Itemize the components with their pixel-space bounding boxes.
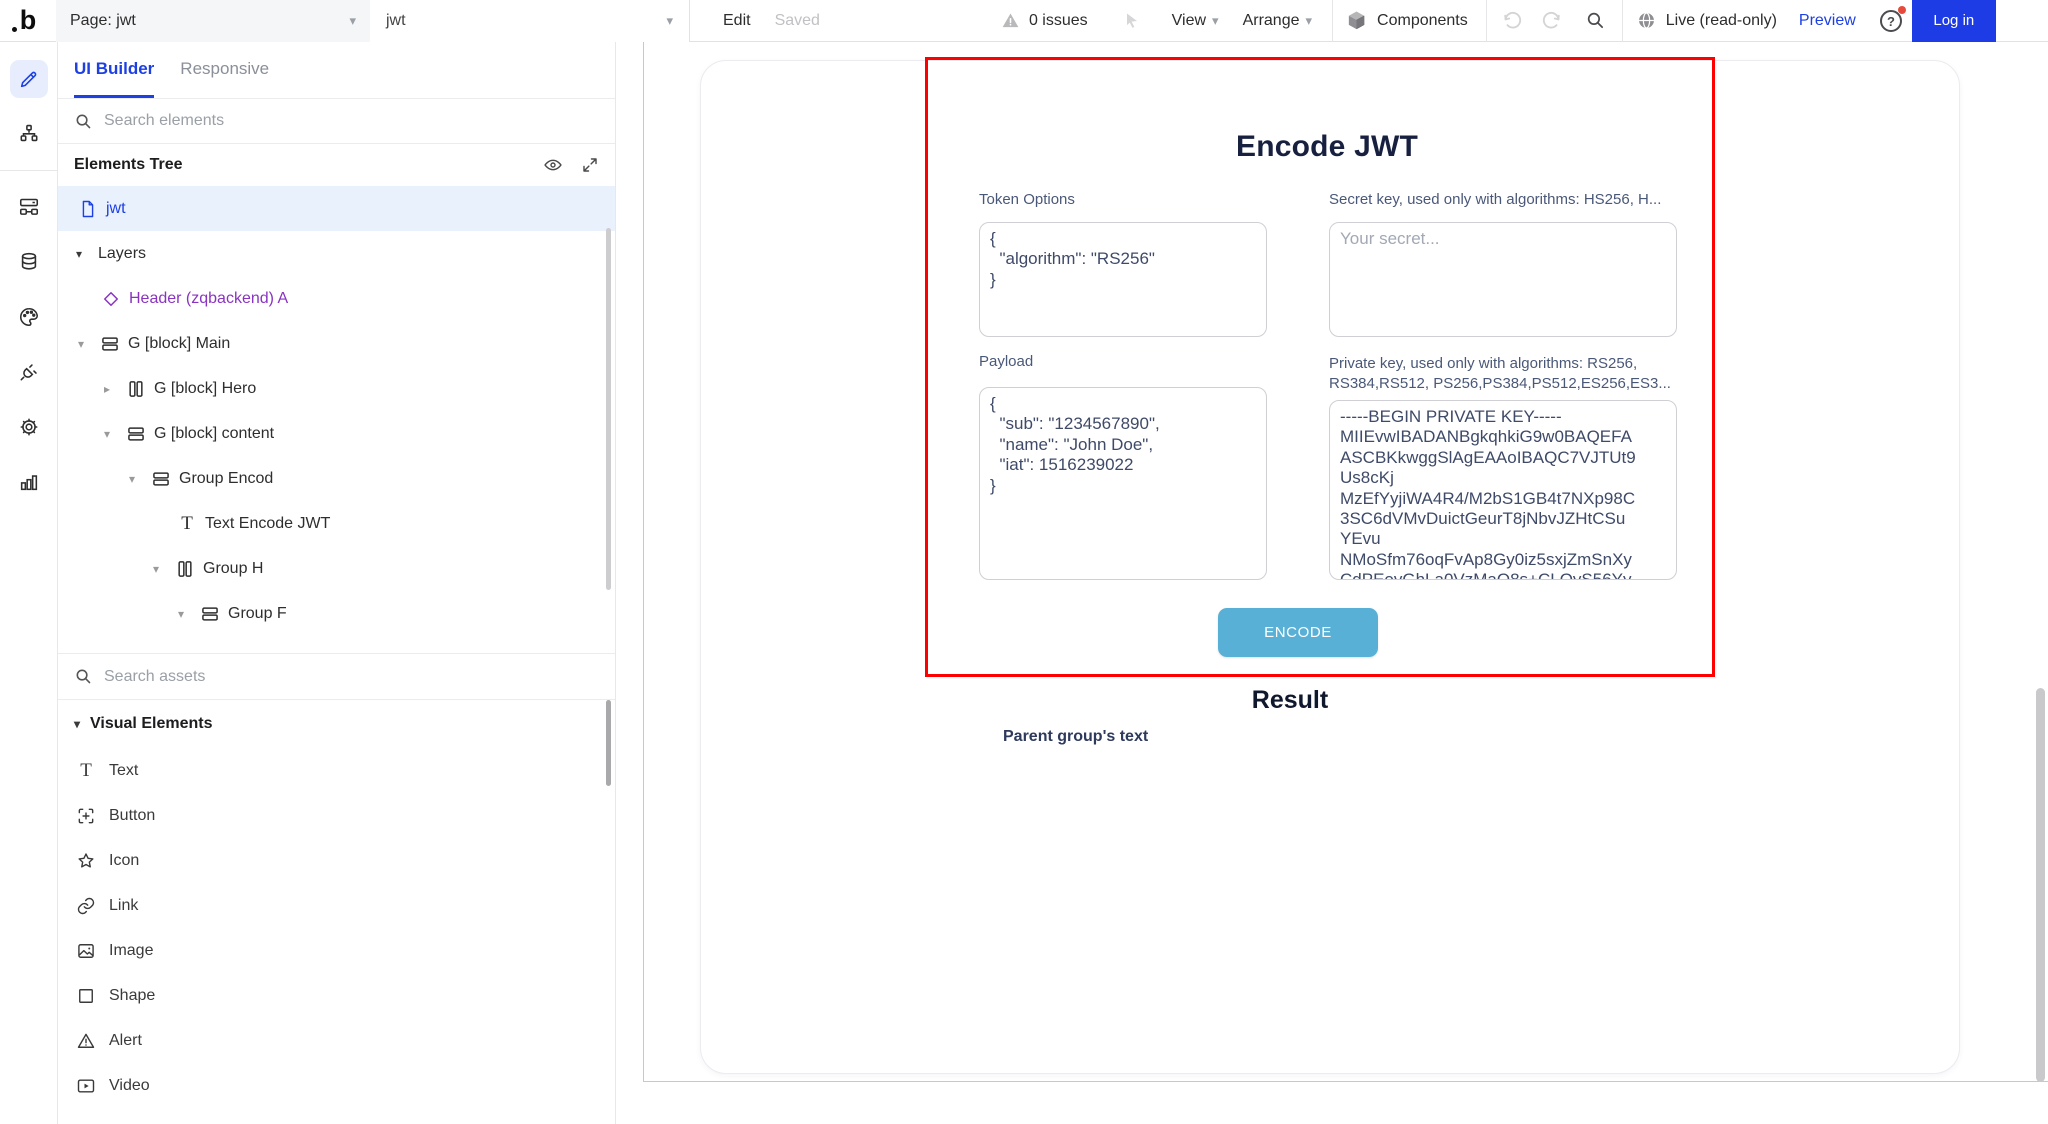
tree-item-group-f[interactable]	[58, 591, 615, 636]
issues-indicator[interactable]	[1000, 10, 1088, 31]
cube-icon	[1345, 9, 1368, 32]
visual-elements-title: Visual Elements	[90, 715, 213, 732]
globe-icon	[1636, 10, 1657, 31]
columns-layout-icon	[126, 379, 146, 399]
tree-item-label: Header (zqbackend) A	[129, 289, 289, 307]
tree-item-text-encode-jwt[interactable]	[58, 501, 615, 546]
chevron-down-icon: ▾	[1305, 12, 1313, 28]
chevron-down-icon[interactable]: ▾	[178, 606, 185, 621]
layout-blocks-icon	[18, 196, 40, 218]
rail-edit-tool[interactable]	[0, 56, 58, 102]
result-title[interactable]: Result	[1251, 686, 1329, 714]
token-options-textarea[interactable]	[979, 222, 1267, 337]
video-icon	[76, 1076, 96, 1096]
search-elements-input[interactable]	[104, 112, 599, 130]
tree-item-label: Group H	[203, 559, 264, 577]
ui-builder-panel	[58, 42, 616, 1124]
top-toolbar	[0, 0, 2048, 42]
gear-icon	[18, 416, 40, 438]
warning-icon	[1000, 10, 1021, 31]
search-elements-row	[58, 99, 615, 144]
tree-item-group-h[interactable]	[58, 546, 615, 591]
asset-item-label: Icon	[109, 851, 140, 869]
asset-item-video[interactable]	[58, 1063, 615, 1108]
toolbar-divider	[1622, 0, 1623, 42]
elements-tree-header	[58, 144, 615, 186]
page-icon	[78, 199, 98, 219]
rail-insights-tool[interactable]	[0, 459, 58, 505]
logo-letter: b	[19, 5, 37, 35]
arrange-menu[interactable]	[1243, 12, 1312, 30]
window-scrollbar-thumb[interactable]	[2036, 688, 2045, 1082]
toolbar-divider	[1486, 0, 1487, 42]
components-label: Components	[1377, 11, 1468, 29]
left-icon-rail	[0, 42, 58, 1124]
button-icon	[76, 806, 96, 826]
rail-integrations-tool[interactable]	[0, 349, 58, 395]
rail-theme-tool[interactable]	[0, 294, 58, 340]
payload-textarea[interactable]	[979, 387, 1267, 580]
editor-canvas[interactable]	[616, 42, 2048, 1124]
secret-key-textarea[interactable]	[1329, 222, 1677, 337]
asset-item-label: Shape	[109, 986, 156, 1004]
tree-item-block-main[interactable]	[58, 321, 615, 366]
star-icon	[76, 851, 96, 871]
issues-count: 0 issues	[1028, 11, 1088, 29]
tree-item-layers[interactable]	[58, 231, 615, 276]
toolbar-divider	[1332, 0, 1333, 42]
panel-tabs	[58, 42, 615, 99]
tree-item-group-encod[interactable]	[58, 456, 615, 501]
plug-icon	[18, 361, 40, 383]
rows-layout-icon	[126, 424, 146, 444]
private-key-label: Private key, used only with algorithms: RS256, RS384,RS512, PS256,PS384,PS512,ES256,ES3...	[1329, 355, 1671, 392]
builder-logo[interactable]	[0, 0, 56, 41]
view-menu-label: View	[1171, 11, 1207, 29]
layer-selector-value: jwt	[386, 11, 406, 29]
live-mode-selector[interactable]	[1636, 10, 1777, 31]
database-icon	[18, 251, 40, 273]
asset-item-label: Alert	[109, 1031, 142, 1049]
rows-layout-icon	[151, 469, 171, 489]
components-button[interactable]	[1345, 9, 1468, 32]
rows-layout-icon	[200, 604, 220, 624]
asset-item-label: Link	[109, 896, 139, 914]
alert-triangle-icon	[76, 1031, 96, 1051]
tree-item-header-symbol[interactable]	[58, 276, 615, 321]
tab-ui-builder[interactable]: UI Builder	[74, 42, 154, 98]
chevron-down-icon[interactable]: ▾	[129, 471, 136, 486]
encode-button[interactable]: ENCODE	[1218, 608, 1378, 657]
rail-data-tool[interactable]	[0, 111, 58, 157]
square-icon	[76, 986, 96, 1006]
asset-item-icon[interactable]	[58, 838, 615, 883]
pencil-icon	[18, 69, 39, 90]
search-icon	[74, 112, 93, 131]
tree-item-label: G [block] Hero	[154, 379, 257, 397]
tree-item-label: G [block] Main	[128, 334, 231, 352]
asset-item-label: Video	[109, 1076, 150, 1094]
asset-item-shape[interactable]	[58, 973, 615, 1018]
page-selector[interactable]	[56, 0, 370, 42]
tree-item-label: Group F	[228, 604, 287, 622]
palette-icon	[18, 306, 40, 328]
columns-layout-icon	[175, 559, 195, 579]
image-icon	[76, 941, 96, 961]
visual-elements-header[interactable]	[58, 700, 615, 748]
tree-item-label: jwt	[106, 199, 126, 217]
redo-icon[interactable]	[1541, 10, 1563, 32]
text-icon: T	[80, 759, 92, 781]
tree-item-label: Text Encode JWT	[205, 514, 331, 532]
rail-divider	[0, 170, 58, 171]
search-icon[interactable]	[1585, 10, 1606, 31]
tree-scrollbar-thumb[interactable]	[606, 228, 611, 590]
svg-text:?: ?	[1886, 13, 1895, 29]
secret-key-label: Secret key, used only with algorithms: HS256, H...	[1329, 191, 1662, 208]
view-menu[interactable]	[1172, 12, 1219, 30]
chevron-down-icon[interactable]: ▾	[104, 426, 111, 441]
chevron-down-icon: ▾	[74, 717, 81, 731]
bar-chart-icon	[18, 471, 40, 493]
search-assets-input[interactable]	[104, 668, 599, 686]
expand-icon[interactable]	[581, 156, 599, 174]
asset-item-alert[interactable]	[58, 1018, 615, 1063]
chevron-down-icon[interactable]: ▾	[76, 246, 83, 261]
logo-dot-icon	[12, 27, 17, 32]
eye-icon[interactable]	[543, 155, 563, 175]
assets-scrollbar-thumb[interactable]	[606, 700, 611, 786]
rows-layout-icon	[100, 334, 120, 354]
tree-item-label: G [block] content	[154, 424, 275, 442]
edit-menu[interactable]: Edit	[723, 11, 751, 29]
rail-settings-tool[interactable]	[0, 404, 58, 450]
help-button[interactable]	[1878, 8, 1904, 34]
tree-item-label: Layers	[98, 244, 147, 262]
tree-item-block-content[interactable]	[58, 411, 615, 456]
chevron-right-icon[interactable]: ▸	[104, 381, 111, 396]
elements-tree-title: Elements Tree	[74, 156, 183, 173]
search-assets-row	[58, 654, 615, 700]
asset-item-link[interactable]	[58, 883, 615, 928]
asset-item-button[interactable]	[58, 793, 615, 838]
parent-group-text[interactable]: Parent group's text	[1003, 728, 1149, 745]
chevron-down-icon: ▾	[1212, 12, 1219, 28]
live-mode-label: Live (read-only)	[1665, 11, 1777, 29]
private-key-textarea[interactable]	[1329, 400, 1677, 580]
preview-button[interactable]: Preview	[1798, 11, 1856, 29]
text-icon: T	[181, 512, 193, 534]
chevron-down-icon: ▾	[666, 12, 673, 28]
cursor-pointer-icon	[1122, 11, 1142, 31]
notification-dot	[1898, 6, 1906, 14]
chevron-down-icon[interactable]: ▾	[78, 336, 85, 351]
arrange-menu-label: Arrange	[1242, 11, 1300, 29]
chevron-down-icon[interactable]: ▾	[153, 561, 160, 576]
asset-item-image[interactable]	[58, 928, 615, 973]
encode-jwt-title[interactable]: Encode JWT	[1235, 130, 1418, 163]
sitemap-icon	[18, 123, 40, 145]
link-icon	[76, 896, 96, 916]
token-options-label: Token Options	[979, 191, 1075, 208]
undo-icon[interactable]	[1501, 10, 1523, 32]
payload-label: Payload	[979, 353, 1034, 370]
symbol-diamond-icon	[101, 289, 121, 309]
login-button[interactable]: Log in	[1912, 0, 1996, 42]
search-icon	[74, 667, 93, 686]
saved-status: Saved	[774, 11, 820, 29]
asset-item-label: Text	[109, 761, 139, 779]
tree-item-block-hero[interactable]	[58, 366, 615, 411]
rail-database-tool[interactable]	[0, 239, 58, 285]
chevron-down-icon: ▾	[349, 12, 356, 28]
layer-selector[interactable]	[370, 0, 690, 42]
tree-item-label: Group Encod	[179, 469, 274, 487]
asset-item-text[interactable]	[58, 748, 615, 793]
asset-item-label: Image	[109, 941, 154, 959]
page-selector-value: Page: jwt	[70, 11, 136, 29]
asset-item-label: Button	[109, 806, 156, 824]
rail-blocks-tool[interactable]	[0, 184, 58, 230]
tab-responsive[interactable]: Responsive	[180, 58, 270, 78]
tree-item-jwt[interactable]	[58, 186, 615, 231]
